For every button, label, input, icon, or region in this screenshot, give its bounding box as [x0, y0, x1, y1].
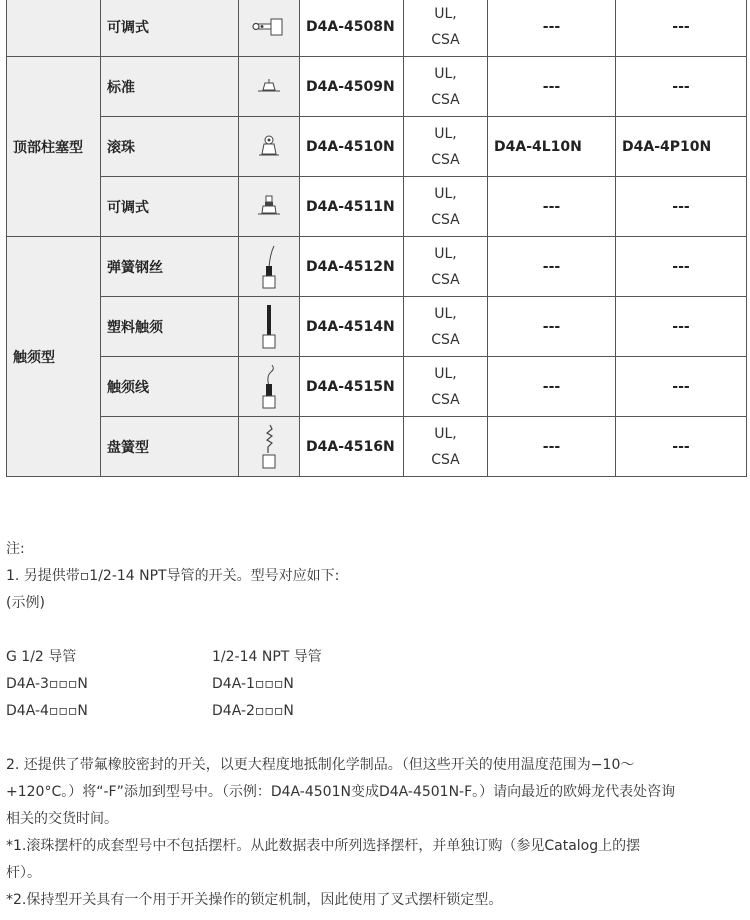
notes-section [6, 536, 746, 914]
conversion-column-npt [212, 644, 512, 725]
note-1: 1. 另提供带▫1/2-14 NPT导管的开关。型号对应如下: [6, 568, 340, 584]
group-cell-whisker: 触须型 [7, 237, 101, 477]
icon-cell [239, 117, 300, 177]
option-2: --- [616, 57, 747, 117]
cert-ul: UL, [434, 125, 457, 142]
cert-csa: CSA [431, 451, 460, 468]
cert-csa: CSA [431, 31, 460, 48]
cert-ul: UL, [434, 5, 457, 22]
table-row [7, 357, 747, 417]
roller-plunger-icon [254, 134, 284, 160]
option-1: --- [488, 417, 616, 477]
model-number: D4A-4516N [300, 417, 404, 477]
model-number: D4A-4510N [300, 117, 404, 177]
cert-ul: UL, [434, 65, 457, 82]
option-2: --- [616, 237, 747, 297]
type-cell: 可调式 [101, 177, 239, 237]
option-1: --- [488, 0, 616, 57]
option-2: --- [616, 0, 747, 57]
table-row [7, 297, 747, 357]
model-number: D4A-4511N [300, 177, 404, 237]
certification [404, 57, 488, 117]
option-2: D4A-4P10N [616, 117, 747, 177]
conversion-column-g12 [6, 644, 206, 725]
group-cell-top-plunger: 顶部柱塞型 [7, 57, 101, 237]
type-cell: 触须线 [101, 357, 239, 417]
conversion-cell: D4A-1▫▫▫N [212, 676, 294, 692]
type-cell: 可调式 [101, 0, 239, 57]
icon-cell [239, 237, 300, 297]
certification [404, 177, 488, 237]
top-plunger-icon [254, 77, 284, 97]
certification [404, 237, 488, 297]
coil-spring-icon [254, 423, 284, 471]
option-1: --- [488, 297, 616, 357]
footnote-2: *2.保持型开关具有一个用于开关操作的锁定机制，因此使用了叉式摆杆锁定型。 [6, 892, 503, 908]
model-number: D4A-4514N [300, 297, 404, 357]
spring-wire-rod-icon [254, 244, 284, 290]
table-row [7, 117, 747, 177]
option-2: --- [616, 297, 747, 357]
cert-csa: CSA [431, 151, 460, 168]
cert-csa: CSA [431, 211, 460, 228]
option-1: D4A-4L10N [488, 117, 616, 177]
cert-csa: CSA [431, 271, 460, 288]
type-cell: 标准 [101, 57, 239, 117]
option-1: --- [488, 237, 616, 297]
cert-ul: UL, [434, 185, 457, 202]
table-row [7, 177, 747, 237]
conversion-cell: D4A-2▫▫▫N [212, 703, 294, 719]
note-2-line: 2. 还提供了带氟橡胶密封的开关，以更大程度地抵制化学制品。（但这些开关的使用温度范围为−10～ [6, 757, 635, 773]
option-2: --- [616, 177, 747, 237]
conversion-header-right: 1/2-14 NPT 导管 [212, 649, 322, 665]
conversion-cell: D4A-3▫▫▫N [6, 676, 88, 692]
icon-cell [239, 417, 300, 477]
type-cell: 滚珠 [101, 117, 239, 177]
option-1: --- [488, 357, 616, 417]
certification [404, 0, 488, 57]
cert-ul: UL, [434, 305, 457, 322]
cert-ul: UL, [434, 365, 457, 382]
model-number: D4A-4515N [300, 357, 404, 417]
cert-ul: UL, [434, 425, 457, 442]
option-1: --- [488, 177, 616, 237]
table-row [7, 57, 747, 117]
table-row [7, 417, 747, 477]
icon-cell [239, 177, 300, 237]
certification [404, 417, 488, 477]
note-example: (示例) [6, 595, 45, 611]
footnote-1-line: 杆）。 [6, 865, 41, 881]
group-cell-empty [7, 0, 101, 57]
plastic-rod-icon [254, 303, 284, 351]
cat-whisker-icon [254, 364, 284, 410]
model-number: D4A-4509N [300, 57, 404, 117]
icon-cell [239, 357, 300, 417]
cert-csa: CSA [431, 91, 460, 108]
certification [404, 297, 488, 357]
icon-cell [239, 57, 300, 117]
note-2-line: 相关的交货时间。 [6, 811, 118, 827]
note-2-line: +120°C。）将“-F”添加到型号中。（示例：D4A-4501N变成D4A-4501N-F。）请向最近的欧姆龙代表处咨询 [6, 784, 676, 800]
cert-ul: UL, [434, 245, 457, 262]
certification [404, 117, 488, 177]
icon-cell [239, 297, 300, 357]
model-number: D4A-4512N [300, 237, 404, 297]
table-row [7, 0, 747, 57]
adjustable-plunger-icon [254, 195, 284, 219]
type-cell: 弹簧钢丝 [101, 237, 239, 297]
notes-heading: 注: [6, 541, 25, 557]
cert-csa: CSA [431, 391, 460, 408]
switch-model-table [6, 0, 747, 477]
option-1: --- [488, 57, 616, 117]
option-2: --- [616, 357, 747, 417]
conversion-cell: D4A-4▫▫▫N [6, 703, 88, 719]
footnote-1-line: *1.滚珠摆杆的成套型号中不包括摆杆。从此数据表中所列选择摆杆，并单独订购（参见Catalog上的摆 [6, 838, 641, 854]
type-cell: 盘簧型 [101, 417, 239, 477]
adjustable-roller-lever-icon [251, 16, 287, 38]
model-number: D4A-4508N [300, 0, 404, 57]
certification [404, 357, 488, 417]
icon-cell [239, 0, 300, 57]
type-cell: 塑料触须 [101, 297, 239, 357]
conversion-header-left: G 1/2 导管 [6, 649, 77, 665]
table-row [7, 237, 747, 297]
conduit-conversion-table [6, 644, 746, 725]
cert-csa: CSA [431, 331, 460, 348]
option-2: --- [616, 417, 747, 477]
